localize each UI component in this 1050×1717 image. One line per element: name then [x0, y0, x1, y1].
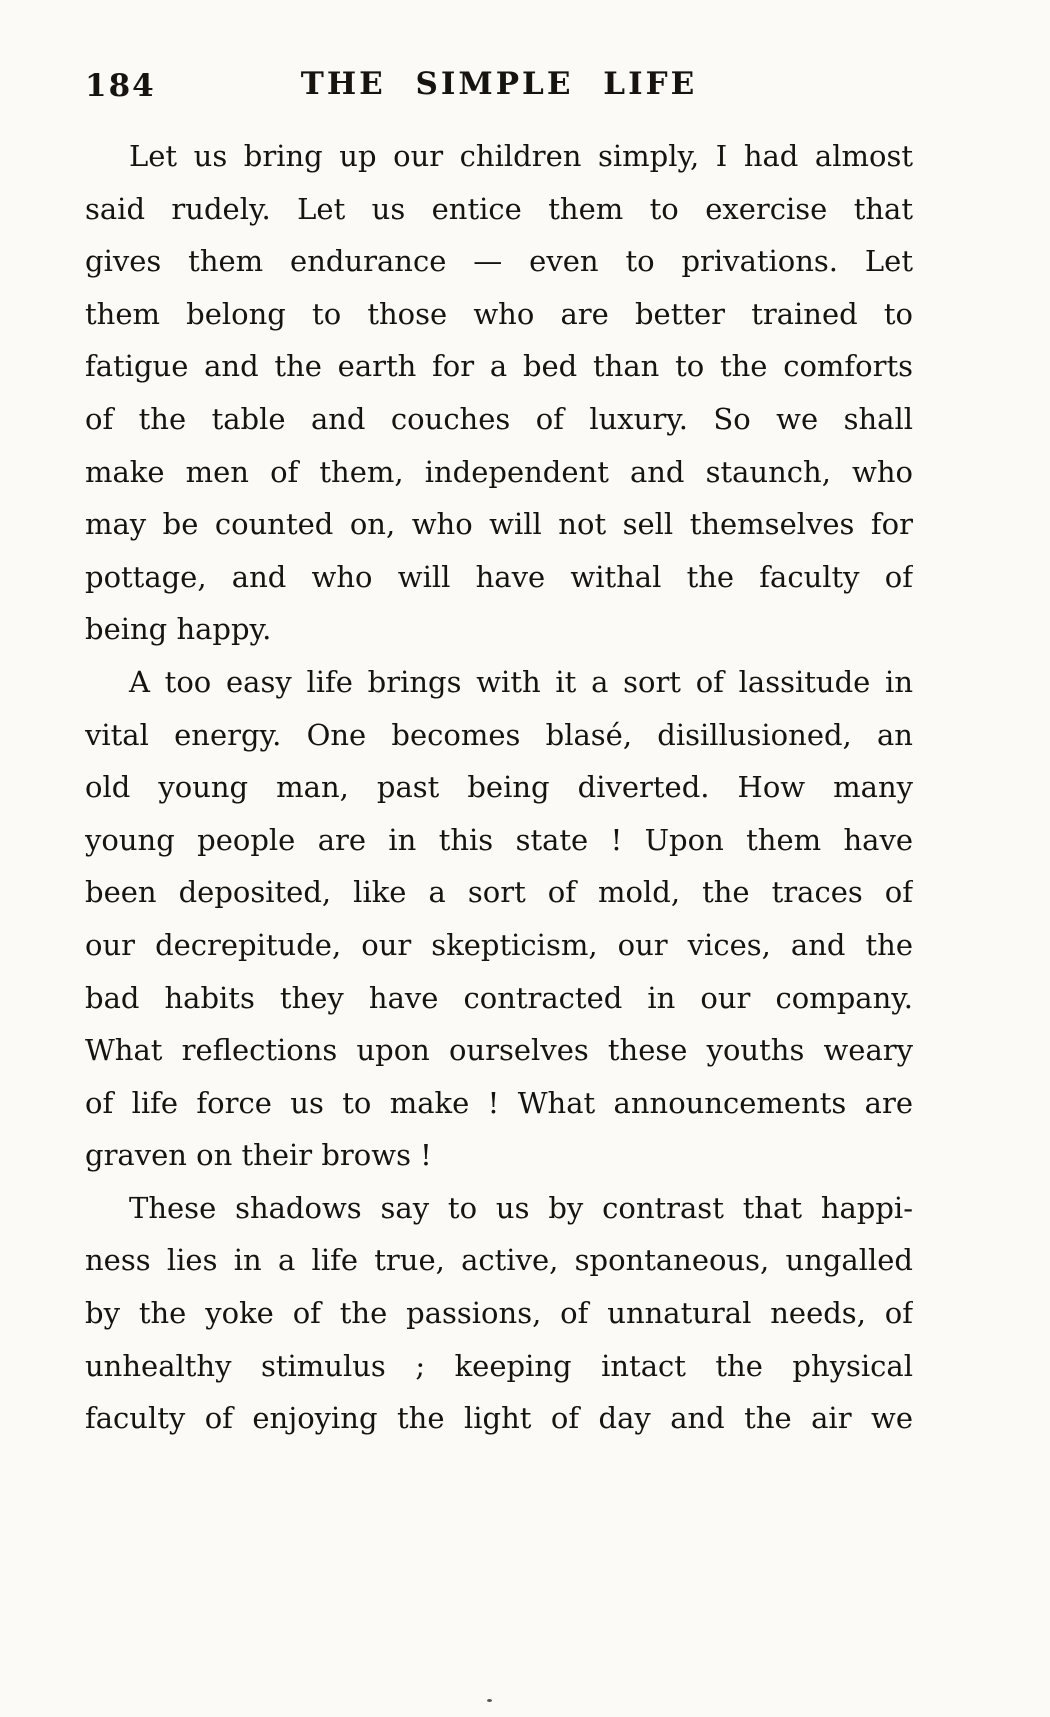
text-line: our decrepitude, our skepticism, our vices, and the [85, 927, 913, 962]
text-line: being happy. [85, 612, 272, 647]
text-line: fatigue and the earth for a bed than to the comforts [85, 349, 913, 384]
text-line: ness lies in a life true, active, spontaneous, ungalled [85, 1243, 913, 1278]
text-line: them belong to those who are better trained to [85, 296, 913, 331]
text-line: gives them endurance — even to privations. Let [85, 244, 913, 279]
text-line: What reflections upon ourselves these youths weary [85, 1033, 913, 1068]
text-line: been deposited, like a sort of mold, the traces of [85, 875, 913, 910]
page-body [85, 130, 913, 1445]
text-line: bad habits they have contracted in our company. [85, 980, 913, 1015]
text-line: of the table and couches of luxury. So we shall [85, 401, 913, 436]
text-line: by the yoke of the passions, of unnatural needs, of [85, 1296, 913, 1331]
text-line: faculty of enjoying the light of day and the air we [85, 1401, 913, 1436]
text-line: old young man, past being diverted. How many [85, 770, 913, 805]
print-speck [487, 1699, 492, 1702]
text-line: may be counted on, who will not sell themselves for [85, 507, 913, 542]
text-line: graven on their brows ! [85, 1138, 432, 1173]
text-line: vital energy. One becomes blasé, disillusioned, an [85, 717, 913, 752]
text-line: of life force us to make ! What announcements are [85, 1085, 913, 1120]
page-header [85, 66, 913, 114]
page-number: 184 [85, 68, 156, 104]
text-line: pottage, and who will have withal the faculty of [85, 559, 913, 594]
text-line: unhealthy stimulus ; keeping intact the physical [85, 1348, 913, 1383]
text-line: Let us bring up our children simply, I had almost [129, 139, 913, 173]
text-line: young people are in this state ! Upon them have [85, 822, 913, 857]
text-line: said rudely. Let us entice them to exercise that [85, 191, 913, 226]
running-title: THE SIMPLE LIFE [300, 66, 698, 102]
text-line: A too easy life brings with it a sort of lassitude in [129, 664, 913, 699]
text-line: make men of them, independent and staunch, who [85, 454, 913, 489]
text-line: These shadows say to us by contrast that happi- [129, 1190, 913, 1225]
